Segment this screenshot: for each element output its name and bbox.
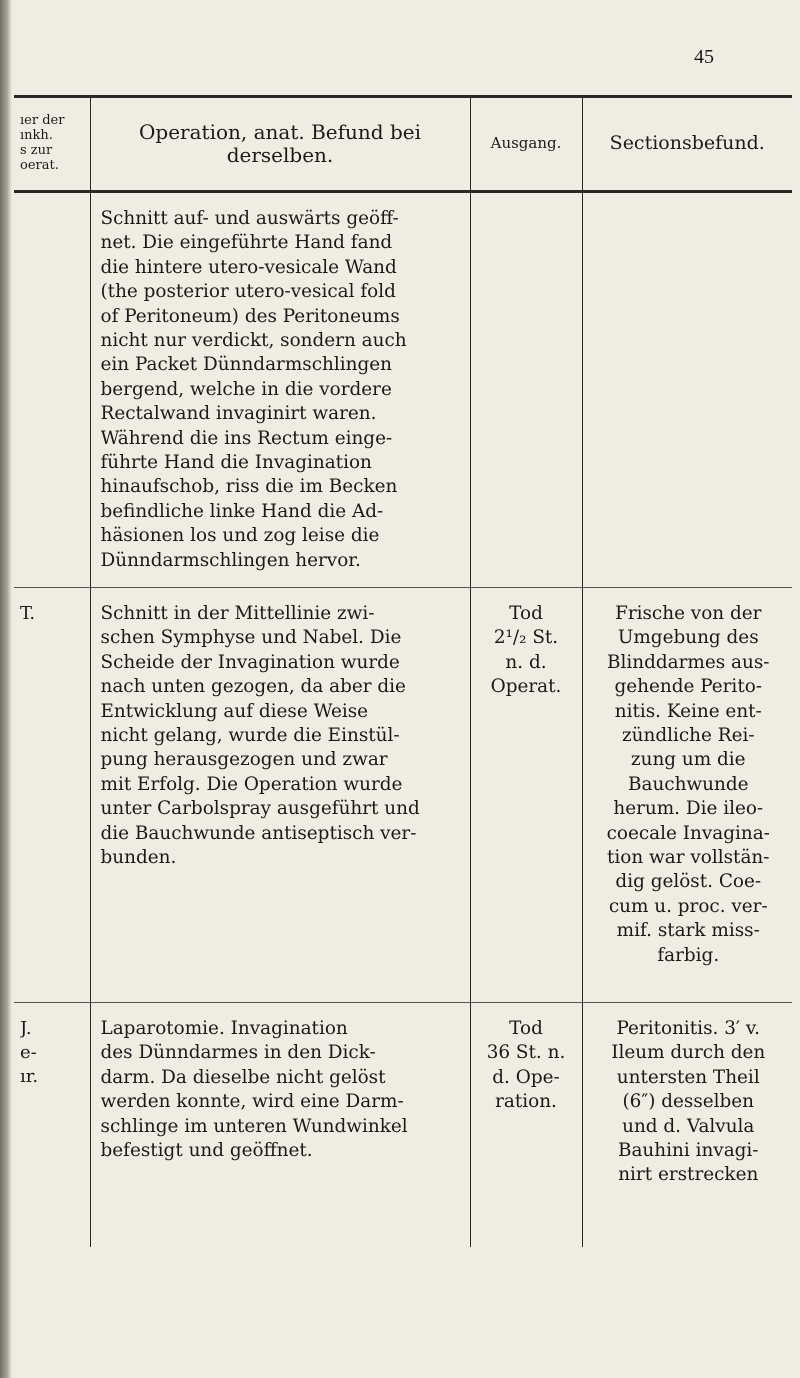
section-cell: Peritonitis. 3′ v. Ileum durch den untersten Theil (6″) desselben und d. Valvula Bauhini invagi- nirt erstrecken bbox=[582, 1003, 792, 1248]
table-row bbox=[14, 192, 792, 588]
ausgang-cell: Tod 36 St. n. d. Ope- ration. bbox=[470, 1003, 582, 1248]
operation-cell: Schnitt in der Mittellinie zwi- schen Symphyse und Nabel. Die Scheide der Invagination wurde nach unten gezogen, da aber die Entwicklung auf diese Weise nicht gelang, wurde die Einstül- pung herausgezogen und zwar mit Erfolg. Die Operation wurde unter Carbolspray ausgeführt und die Bauchwunde antiseptisch ver- bunden. bbox=[90, 588, 470, 1003]
ausgang-cell bbox=[470, 192, 582, 588]
page-number: 45 bbox=[694, 46, 714, 68]
header-ausgang: Ausgang. bbox=[470, 97, 582, 192]
section-cell: Frische von der Umgebung des Blinddarmes aus- gehende Perito- nitis. Keine ent- zündliche Rei- zung um die Bauchwunde herum. Die ileo- coecale Invagina- tion war vollstän- dig gelöst. Coe- cum u. proc. ver- mif. stark miss- farbig. bbox=[582, 588, 792, 1003]
operation-cell: Schnitt auf- und auswärts geöff- net. Die eingeführte Hand fand die hintere utero-vesicale Wand (the posterior utero-vesical fold of Peritoneum) des Peritoneums nicht nur verdickt, sondern auch ein Packet Dünndarmschlingen bergend, welche in die vordere Rectalwand invaginirt waren. Während die ins Rectum einge- führte Hand die Invagination hinaufschob, riss die im Becken befindliche linke Hand die Ad- häsionen los und zog leise die Dünndarmschlingen hervor. bbox=[90, 192, 470, 588]
operation-cell: Laparotomie. Invagination des Dünndarmes in den Dick- darm. Da dieselbe nicht gelöst werden konnte, wird eine Darm- schlinge im unteren Wundwinkel befestigt und geöffnet. bbox=[90, 1003, 470, 1248]
header-sectionsbefund: Sectionsbefund. bbox=[582, 97, 792, 192]
ausgang-cell: Tod 2¹/₂ St. n. d. Operat. bbox=[470, 588, 582, 1003]
row-label bbox=[14, 192, 90, 588]
row-label: T. bbox=[14, 588, 90, 1003]
table-header-row bbox=[14, 97, 792, 192]
case-table bbox=[14, 95, 792, 1247]
table-row bbox=[14, 588, 792, 1003]
header-col-a: ıer der ınkh. s zur oerat. bbox=[20, 113, 65, 173]
section-cell bbox=[582, 192, 792, 588]
header-operation: Operation, anat. Befund bei derselben. bbox=[90, 97, 470, 192]
table-row bbox=[14, 1003, 792, 1248]
row-label: J. e- ır. bbox=[14, 1003, 90, 1248]
page-binding-edge bbox=[0, 0, 12, 1378]
